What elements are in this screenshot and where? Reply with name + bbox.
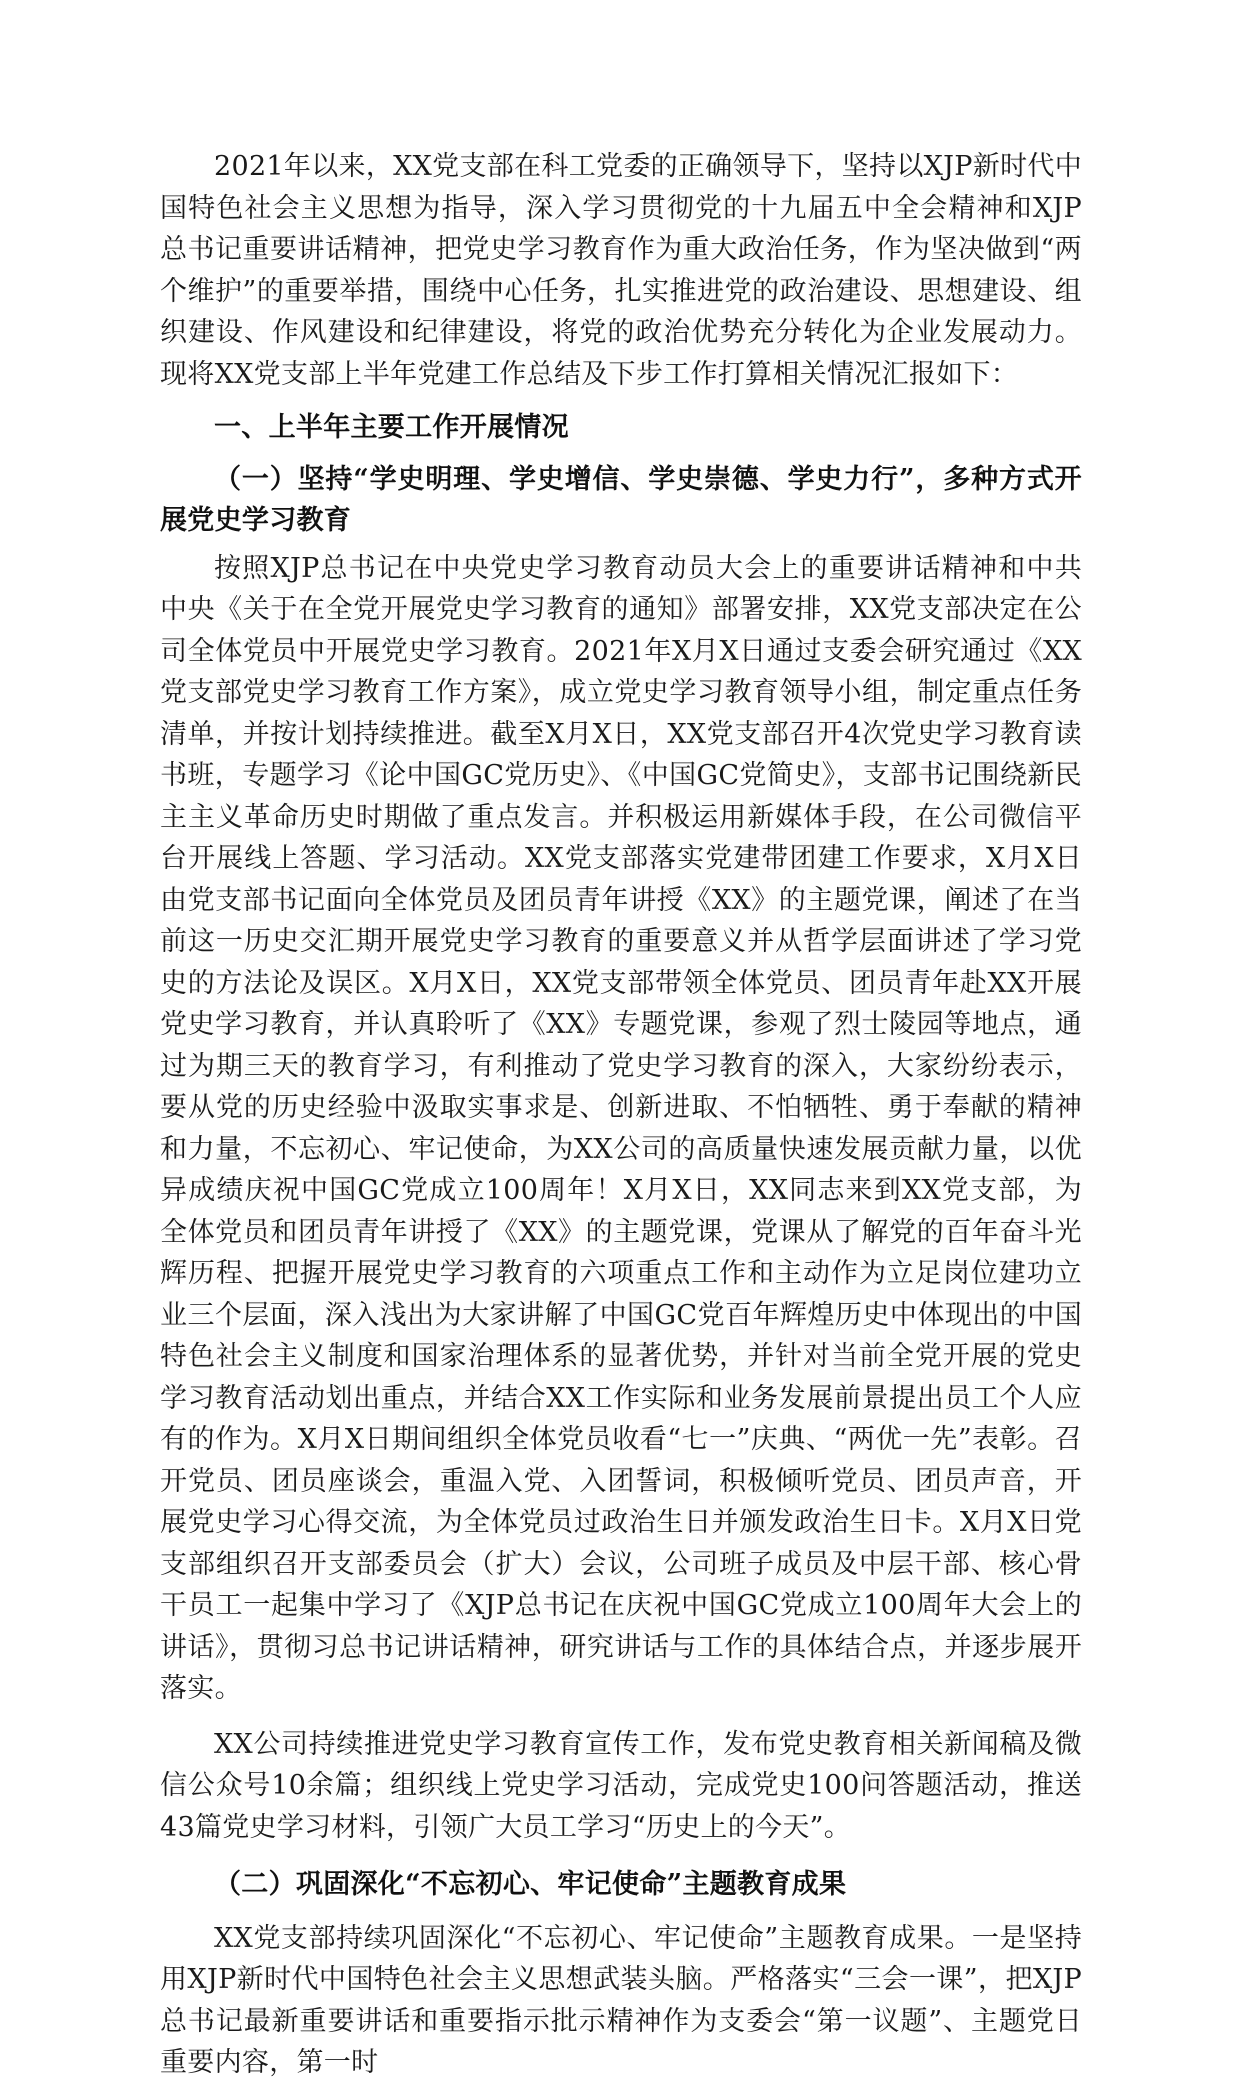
subsection-heading-1: （一）坚持“学史明理、学史增信、学史崇德、学史力行”，多种方式开展党史学习教育 <box>160 463 1082 536</box>
section-heading-1: 一、上半年主要工作开展情况 <box>214 412 569 443</box>
document-body <box>160 146 1082 2084</box>
intro-paragraph: 2021年以来，XX党支部在科工党委的正确领导下，坚持以XJP新时代中国特色社会主义思想为指导，深入学习贯彻党的十九届五中全会精神和XJP总书记重要讲话精神，把党史学习教育作为重大政治任务，作为坚决做到“两个维护”的重要举措，围绕中心任务，扎实推进党的政治建设、思想建设、组织建设、作风建设和纪律建设，将党的政治优势充分转化为企业发展动力。现将XX党支部上半年党建工作总结及下步工作打算相关情况汇报如下： <box>160 151 1082 390</box>
subsection-heading-2: （二）巩固深化“不忘初心、牢记使命”主题教育成果 <box>214 1869 847 1900</box>
subsection-1-paragraph-1: 按照XJP总书记在中央党史学习教育动员大会上的重要讲话精神和中共中央《关于在全党开展党史学习教育的通知》部署安排，XX党支部决定在公司全体党员中开展党史学习教育。2021年X月X日通过支委会研究通过《XX党支部党史学习教育工作方案》，成立党史学习教育领导小组，制定重点任务清单，并按计划持续推进。截至X月X日，XX党支部召开4次党史学习教育读书班，专题学习《论中国GC党历史》、《中国GC党简史》，支部书记围绕新民主主义革命历史时期做了重点发言。并积极运用新媒体手段，在公司微信平台开展线上答题、学习活动。XX党支部落实党建带团建工作要求，X月X日由党支部书记面向全体党员及团员青年讲授《XX》的主题党课，阐述了在当前这一历史交汇期开展党史学习教育的重要意义并从哲学层面讲述了学习党史的方法论及误区。X月X日，XX党支部带领全体党员、团员青年赴XX开展党史学习教育，并认真聆听了《XX》专题党课，参观了烈士陵园等地点，通过为期三天的教育学习，有利推动了党史学习教育的深入，大家纷纷表示，要从党的历史经验中汲取实事求是、创新进取、不怕牺牲、勇于奉献的精神和力量，不忘初心、牢记使命，为XX公司的高质量快速发展贡献力量，以优异成绩庆祝中国GC党成立100周年！X月X日，XX同志来到XX党支部，为全体党员和团员青年讲授了《XX》的主题党课，党课从了解党的百年奋斗光辉历程、把握开展党史学习教育的六项重点工作和主动作为立足岗位建功立业三个层面，深入浅出为大家讲解了中国GC党百年辉煌历史中体现出的中国特色社会主义制度和国家治理体系的显著优势，并针对当前全党开展的党史学习教育活动划出重点，并结合XX工作实际和业务发展前景提出员工个人应有的作为。X月X日期间组织全体党员收看“七一”庆典、“两优一先”表彰。召开党员、团员座谈会，重温入党、入团誓词，积极倾听党员、团员声音，开展党史学习心得交流，为全体党员过政治生日并颁发政治生日卡。X月X日党支部组织召开支部委员会（扩大）会议，公司班子成员及中层干部、核心骨干员工一起集中学习了《XJP总书记在庆祝中国GC党成立100周年大会上的讲话》，贯彻习总书记讲话精神，研究讲话与工作的具体结合点，并逐步展开落实。 <box>160 552 1082 1704</box>
subsection-2-paragraph-1: XX党支部持续巩固深化“不忘初心、牢记使命”主题教育成果。一是坚持用XJP新时代中国特色社会主义思想武装头脑。严格落实“三会一课”，把XJP总书记最新重要讲话和重要指示批示精神作为支委会“第一议题”、主题党日重要内容，第一时 <box>160 1922 1082 2078</box>
subsection-1-paragraph-2: XX公司持续推进党史学习教育宣传工作，发布党史教育相关新闻稿及微信公众号10余篇；组织线上党史学习活动，完成党史100问答题活动，推送43篇党史学习材料，引领广大员工学习“历史上的今天”。 <box>160 1728 1082 1843</box>
